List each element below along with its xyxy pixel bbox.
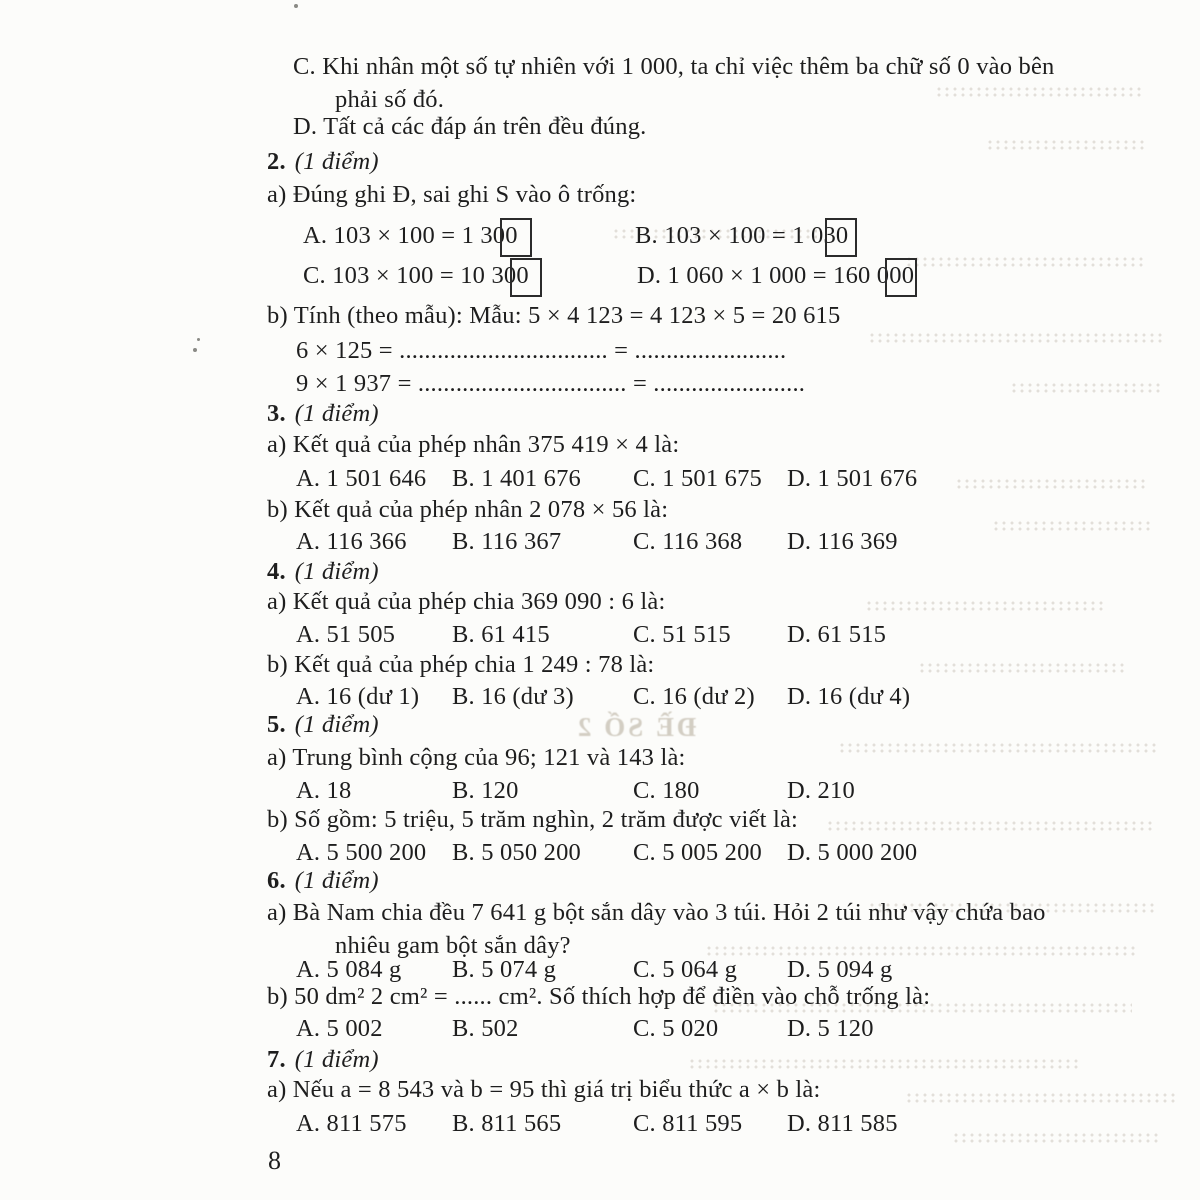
scan-speck (294, 4, 298, 8)
scan-speck (193, 348, 197, 352)
question-3a-options (0, 464, 1200, 494)
question-number: 7. (267, 1046, 286, 1073)
question-4b-prompt: b) Kết quả của phép chia 1 249 : 78 là: (267, 651, 655, 678)
answer-option-a: A. 51 505 (296, 621, 396, 648)
question-score: (1 điểm) (294, 558, 379, 585)
answer-choice-d-text: D. Tất cả các đáp án trên đều đúng. (293, 113, 647, 140)
question-number: 2. (267, 148, 286, 175)
answer-option-a: A. 5 084 g (296, 956, 402, 983)
bleedthrough-smudge (865, 600, 1105, 611)
answer-option-c: C. 5 005 200 (633, 839, 762, 866)
answer-option-c: C. 5 020 (633, 1015, 719, 1042)
answer-option-d: D. 16 (dư 4) (787, 683, 911, 710)
question-3b-prompt: b) Kết quả của phép nhân 2 078 × 56 là: (267, 496, 669, 523)
fill-in-line-2: 9 × 1 937 = ................................. = ........................ (296, 370, 806, 397)
answer-option-b: B. 811 565 (452, 1110, 562, 1137)
question-3-heading (267, 399, 379, 429)
question-6a-options (0, 955, 1200, 985)
true-false-item-c: C. 103 × 100 = 10 300 (303, 262, 529, 289)
answer-option-d: D. 116 369 (787, 528, 898, 555)
bleedthrough-smudge (918, 662, 1128, 673)
question-2b-prompt: b) Tính (theo mẫu): Mẫu: 5 × 4 123 = 4 123 × 5 = 20 615 (267, 302, 841, 329)
answer-option-b: B. 502 (452, 1015, 519, 1042)
answer-option-d: D. 811 585 (787, 1110, 898, 1137)
answer-option-b: B. 116 367 (452, 528, 562, 555)
question-score: (1 điểm) (294, 400, 379, 427)
question-score: (1 điểm) (294, 1046, 379, 1073)
answer-option-c: C. 51 515 (633, 621, 731, 648)
bleedthrough-smudge (1010, 382, 1160, 393)
true-false-item-a: A. 103 × 100 = 1 300 (303, 222, 518, 249)
question-5a-options (0, 776, 1200, 806)
question-number: 5. (267, 711, 286, 738)
question-score: (1 điểm) (294, 711, 379, 738)
question-4a-options (0, 620, 1200, 650)
question-5-heading (267, 710, 379, 740)
question-6b-prompt: b) 50 dm² 2 cm² = ...... cm². Số thích hợp để điền vào chỗ trống là: (267, 983, 931, 1010)
true-false-row-1 (0, 221, 1200, 251)
fill-in-line-1: 6 × 125 = ................................. = ........................ (296, 337, 787, 364)
answer-option-b: B. 120 (452, 777, 519, 804)
answer-option-a: A. 1 501 646 (296, 465, 427, 492)
answer-checkbox-c (510, 258, 542, 297)
answer-checkbox-b (825, 218, 857, 257)
true-false-row-2 (0, 261, 1200, 291)
question-5a-prompt: a) Trung bình cộng của 96; 121 và 143 là: (267, 744, 686, 771)
answer-option-a: A. 5 002 (296, 1015, 383, 1042)
true-false-item-d: D. 1 060 × 1 000 = 160 000 (637, 262, 915, 289)
answer-option-d: D. 61 515 (787, 621, 887, 648)
answer-option-b: B. 16 (dư 3) (452, 683, 574, 710)
question-3a-prompt: a) Kết quả của phép nhân 375 419 × 4 là: (267, 431, 680, 458)
page-number: 8 (268, 1146, 282, 1175)
question-7a-options (0, 1109, 1200, 1139)
question-4b-options (0, 682, 1200, 712)
answer-option-d: D. 5 120 (787, 1015, 874, 1042)
question-6a-prompt-line2: nhiêu gam bột sắn dây? (335, 932, 571, 959)
answer-option-b: B. 5 050 200 (452, 839, 581, 866)
question-number: 3. (267, 400, 286, 427)
answer-option-b: B. 61 415 (452, 621, 550, 648)
answer-option-d: D. 210 (787, 777, 855, 804)
answer-option-c: C. 16 (dư 2) (633, 683, 755, 710)
bleedthrough-smudge (826, 820, 1156, 831)
answer-option-c: C. 811 595 (633, 1110, 743, 1137)
true-false-item-b: B. 103 × 100 = 1 030 (635, 222, 849, 249)
bleedthrough-smudge (905, 1092, 1175, 1103)
scan-speck (197, 338, 200, 341)
question-6-heading (267, 866, 379, 896)
question-2-heading (267, 147, 379, 177)
answer-checkbox-d (885, 258, 917, 297)
answer-option-c: C. 116 368 (633, 528, 743, 555)
answer-option-c: C. 180 (633, 777, 700, 804)
bleedthrough-smudge (868, 332, 1163, 343)
answer-option-a: A. 18 (296, 777, 352, 804)
answer-choice-c-text: C. Khi nhân một số tự nhiên với 1 000, ta chỉ việc thêm ba chữ số 0 vào bên (293, 53, 1055, 80)
answer-option-b: B. 5 074 g (452, 956, 557, 983)
question-score: (1 điểm) (294, 148, 379, 175)
question-6a-prompt-line1: a) Bà Nam chia đều 7 641 g bột sắn dây vào 3 túi. Hỏi 2 túi như vậy chứa bao (267, 899, 1046, 926)
question-7-heading (267, 1045, 379, 1075)
bleedthrough-smudge (688, 1058, 1078, 1069)
bleedthrough-smudge (838, 742, 1158, 753)
answer-option-a: A. 116 366 (296, 528, 407, 555)
question-3b-options (0, 527, 1200, 557)
answer-option-d: D. 5 094 g (787, 956, 893, 983)
bleedthrough-text: ĐỀ SỐ 2 (575, 712, 697, 742)
question-6b-options (0, 1014, 1200, 1044)
answer-option-c: C. 5 064 g (633, 956, 738, 983)
bleedthrough-smudge (935, 86, 1145, 97)
answer-option-a: A. 16 (dư 1) (296, 683, 420, 710)
answer-option-d: D. 1 501 676 (787, 465, 918, 492)
question-2a-prompt: a) Đúng ghi Đ, sai ghi S vào ô trống: (267, 181, 637, 208)
question-5b-options (0, 838, 1200, 868)
question-number: 4. (267, 558, 286, 585)
answer-option-b: B. 1 401 676 (452, 465, 581, 492)
answer-option-c: C. 1 501 675 (633, 465, 762, 492)
question-5b-prompt: b) Số gồm: 5 triệu, 5 trăm nghìn, 2 trăm được viết là: (267, 806, 799, 833)
answer-option-d: D. 5 000 200 (787, 839, 918, 866)
answer-choice-c-text-wrap: phải số đó. (335, 86, 445, 113)
question-7a-prompt: a) Nếu a = 8 543 và b = 95 thì giá trị biểu thức a × b là: (267, 1076, 821, 1103)
answer-option-a: A. 811 575 (296, 1110, 407, 1137)
question-number: 6. (267, 867, 286, 894)
question-score: (1 điểm) (294, 867, 379, 894)
question-4-heading (267, 557, 379, 587)
answer-checkbox-a (500, 218, 532, 257)
bleedthrough-smudge (986, 139, 1146, 150)
question-4a-prompt: a) Kết quả của phép chia 369 090 : 6 là: (267, 588, 666, 615)
answer-option-a: A. 5 500 200 (296, 839, 427, 866)
